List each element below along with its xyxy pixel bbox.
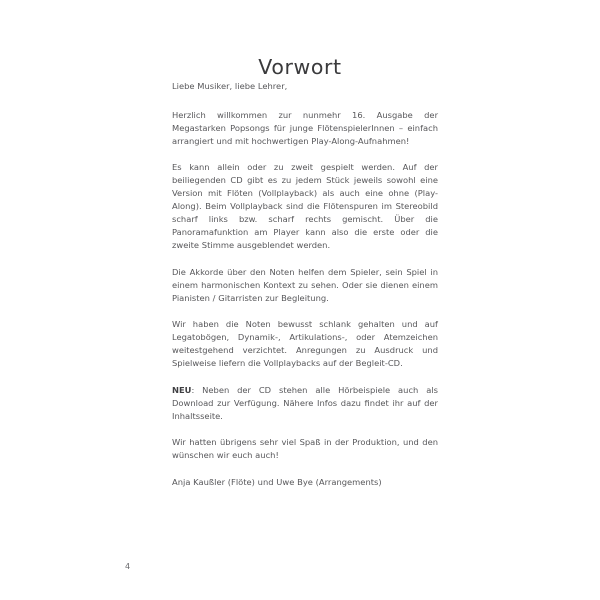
neu-label: NEU (172, 384, 192, 395)
paragraph-notation: Wir haben die Noten bewusst schlank gehalten und auf Legatobögen, Dynamik-, Artikulations-, oder Atemzeichen weitestgehend verzichtet. Anregungen zu Ausdruck und Spielweise liefern die Vollplaybacks auf der Begleit-CD. (172, 319, 438, 369)
greeting-line: Liebe Musiker, liebe Lehrer, (172, 81, 288, 91)
neu-label-suffix: : (191, 384, 203, 395)
page-number: 4 (125, 562, 131, 571)
paragraph-welcome: Herzlich willkommen zur nunmehr 16. Ausgabe der Megastarken Popsongs für junge FlötenspielerInnen – einfach arrangiert und mit hochwertigen Play-Along-Aufnahmen! (172, 109, 438, 146)
page-title: Vorwort (258, 54, 342, 79)
paragraph-chords: Die Akkorde über den Noten helfen dem Spieler, sein Spiel in einem harmonischen Kontext zu sehen. Oder sie dienen einem Pianisten / Gitarristen zur Begleitung. (172, 266, 438, 303)
paragraph-download-new-text: Neben der CD stehen alle Hörbeispiele auch als Download zur Verfügung. Nähere Infos dazu findet ihr auf der Inhaltsseite. (172, 384, 438, 421)
paragraph-cd-info: Es kann allein oder zu zweit gespielt werden. Auf der beiliegenden CD gibt es zu jedem Stück jeweils sowohl eine Version mit Flöten (Vollplayback) als auch eine ohne (Play-Along). Beim Vollplayback sind die Flötenspuren im Stereobild scharf links bzw. scharf rechts gemischt. Über die Panoramafunktion am Player kann also die erste oder die zweite Stimme ausgeblendet werden. (172, 162, 438, 251)
signature-line: Anja Kaußler (Flöte) und Uwe Bye (Arrangements) (172, 476, 382, 487)
paragraph-download-new (172, 384, 438, 423)
paragraph-closing: Wir hatten übrigens sehr viel Spaß in der Produktion, und den wünschen wir euch auch! (172, 437, 438, 461)
body-text-column (172, 80, 438, 502)
